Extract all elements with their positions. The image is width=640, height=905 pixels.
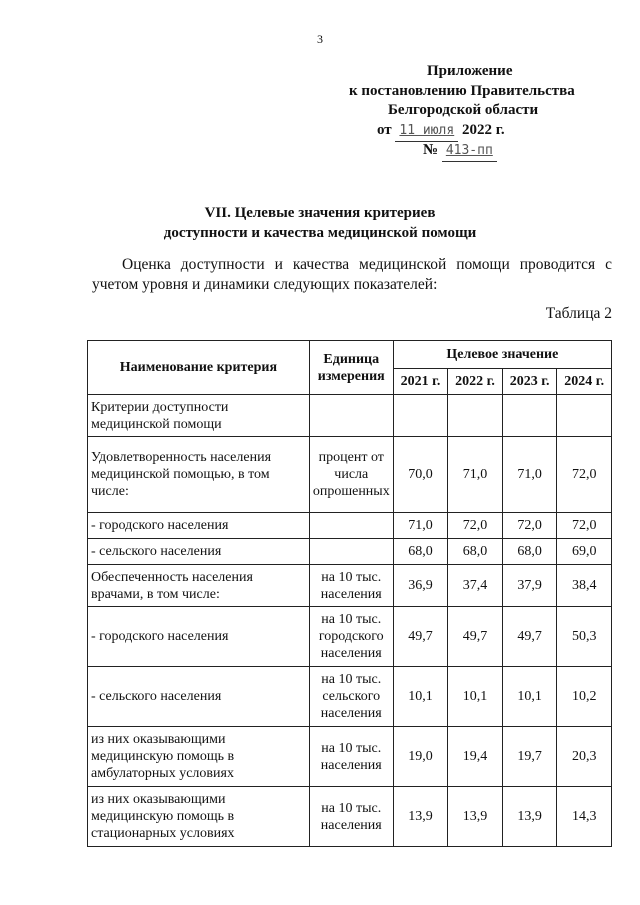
header-year-2022: 2022 г.	[448, 369, 503, 395]
value-2024: 72,0	[557, 513, 612, 539]
value-2024: 38,4	[557, 565, 612, 607]
criterion-unit: на 10 тыс. населения	[309, 565, 393, 607]
value-2021: 10,1	[393, 667, 448, 727]
criterion-unit: на 10 тыс. населения	[309, 727, 393, 787]
table-row	[88, 607, 612, 667]
appendix-region: Белгородской области	[388, 102, 539, 118]
criteria-table	[87, 340, 612, 847]
criterion-name: Критерии доступности медицинской помощи	[88, 395, 310, 437]
value-2021: 49,7	[393, 607, 448, 667]
value-2023: 13,9	[502, 787, 557, 847]
appendix-title: Приложение	[427, 63, 513, 79]
criterion-name: - сельского населения	[88, 667, 310, 727]
value-2022: 10,1	[448, 667, 503, 727]
section-title	[0, 204, 640, 243]
value-2021: 19,0	[393, 727, 448, 787]
section-title-line1: VII. Целевые значения критериев	[204, 205, 436, 221]
value-2022: 19,4	[448, 727, 503, 787]
criterion-unit: процент от числа опрошенных	[309, 437, 393, 513]
table-row	[88, 565, 612, 607]
table-row	[88, 395, 612, 437]
value-2022: 72,0	[448, 513, 503, 539]
value-2021: 68,0	[393, 539, 448, 565]
header-year-2024: 2024 г.	[557, 369, 612, 395]
value-2023: 68,0	[502, 539, 557, 565]
criterion-name: из них оказывающими медицинскую помощь в стационарных условиях	[88, 787, 310, 847]
table-row	[88, 437, 612, 513]
value-2024: 20,3	[557, 727, 612, 787]
table-row	[88, 539, 612, 565]
header-target-value: Целевое значение	[393, 341, 611, 369]
criterion-name: - сельского населения	[88, 539, 310, 565]
value-2024	[557, 395, 612, 437]
value-2024: 10,2	[557, 667, 612, 727]
page-number: 3	[317, 32, 323, 46]
value-2024: 14,3	[557, 787, 612, 847]
table-caption: Таблица 2	[545, 305, 612, 322]
value-2021: 13,9	[393, 787, 448, 847]
date-day: 11 июля	[395, 121, 458, 142]
appendix-date	[377, 121, 505, 142]
criterion-name: Обеспеченность населения врачами, в том числе:	[88, 565, 310, 607]
value-2023: 19,7	[502, 727, 557, 787]
criterion-unit	[309, 513, 393, 539]
value-2023: 49,7	[502, 607, 557, 667]
value-2022: 37,4	[448, 565, 503, 607]
header-year-2023: 2023 г.	[502, 369, 557, 395]
criterion-unit: на 10 тыс. городского населения	[309, 607, 393, 667]
table-row	[88, 513, 612, 539]
header-unit: Единица измерения	[309, 341, 393, 395]
value-2023	[502, 395, 557, 437]
value-2024: 69,0	[557, 539, 612, 565]
criterion-unit: на 10 тыс. населения	[309, 787, 393, 847]
intro-paragraph: Оценка доступности и качества медицинской помощи проводится с учетом уровня и динамики следующих показателей:	[92, 256, 612, 293]
date-prefix: от	[377, 122, 392, 138]
table-row	[88, 727, 612, 787]
appendix-resolution: к постановлению Правительства	[349, 83, 575, 99]
value-2022: 49,7	[448, 607, 503, 667]
header-year-2021: 2021 г.	[393, 369, 448, 395]
value-2021: 70,0	[393, 437, 448, 513]
criterion-unit: на 10 тыс. сельского населения	[309, 667, 393, 727]
table-row	[88, 787, 612, 847]
criterion-unit	[309, 395, 393, 437]
header-criterion-name: Наименование критерия	[88, 341, 310, 395]
number-value: 413-пп	[442, 141, 497, 162]
criterion-name: Удовлетворенность населения медицинской помощью, в том числе:	[88, 437, 310, 513]
value-2021: 71,0	[393, 513, 448, 539]
value-2021	[393, 395, 448, 437]
value-2022: 68,0	[448, 539, 503, 565]
number-prefix: №	[423, 142, 439, 158]
section-title-line2: доступности и качества медицинской помощи	[163, 224, 477, 241]
value-2024: 50,3	[557, 607, 612, 667]
value-2024: 72,0	[557, 437, 612, 513]
value-2023: 72,0	[502, 513, 557, 539]
value-2022: 71,0	[448, 437, 503, 513]
criterion-unit	[309, 539, 393, 565]
table-row	[88, 667, 612, 727]
value-2023: 10,1	[502, 667, 557, 727]
value-2022	[448, 395, 503, 437]
criterion-name: - городского населения	[88, 607, 310, 667]
date-year: 2022 г.	[461, 122, 505, 138]
value-2023: 71,0	[502, 437, 557, 513]
value-2022: 13,9	[448, 787, 503, 847]
criterion-name: - городского населения	[88, 513, 310, 539]
value-2023: 37,9	[502, 565, 557, 607]
appendix-number	[423, 141, 497, 162]
criterion-name: из них оказывающими медицинскую помощь в амбулаторных условиях	[88, 727, 310, 787]
value-2021: 36,9	[393, 565, 448, 607]
